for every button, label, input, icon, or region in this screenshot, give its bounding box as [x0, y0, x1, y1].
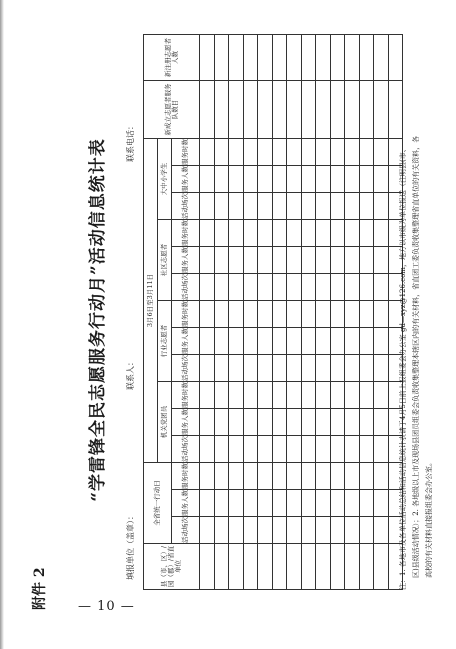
table-cell [330, 490, 345, 517]
table-cell [301, 355, 316, 382]
table-cell [301, 463, 316, 490]
table-cell [287, 274, 302, 301]
table-cell [374, 301, 389, 328]
table-row [243, 35, 258, 590]
table-cell [359, 139, 374, 166]
metric-header: 服务时数 [172, 301, 200, 328]
table-cell [243, 355, 258, 382]
table-cell [272, 409, 287, 436]
table-cell [214, 193, 229, 220]
table-cell [301, 35, 316, 81]
table-cell [316, 81, 331, 139]
table-cell [272, 463, 287, 490]
metric-header: 服务时数 [172, 382, 200, 409]
document-title: “学雷锋全民志愿服务行动月”活动信息统计表 [88, 138, 108, 502]
table-cell [330, 81, 345, 139]
table-cell [374, 328, 389, 355]
header-region: 县（市、区）/园（郡）/省直单位 [144, 544, 200, 590]
table-cell [200, 301, 215, 328]
table-cell [258, 81, 273, 139]
table-cell [229, 301, 244, 328]
table-cell [258, 544, 273, 590]
table-cell [243, 544, 258, 590]
table-cell [229, 81, 244, 139]
footnote-line: 注：1. 各地市及各单位活动总结和活动信息统计表请于4月5日前上报组委会办公室 gd—xyz@126.com，地方以市级为单位报送（注明县(市、 [399, 145, 407, 590]
table-cell [345, 81, 360, 139]
table-cell [214, 301, 229, 328]
table-cell [243, 139, 258, 166]
table-cell [359, 382, 374, 409]
metric-header: 服务时数 [172, 220, 200, 247]
table-cell [301, 490, 316, 517]
table-cell [272, 166, 287, 193]
table-cell [287, 490, 302, 517]
table-cell [345, 382, 360, 409]
table-cell [243, 409, 258, 436]
table-cell [272, 139, 287, 166]
table-cell [258, 409, 273, 436]
table-cell [345, 139, 360, 166]
table-cell [330, 274, 345, 301]
table-cell [200, 81, 215, 139]
header-new-volunteers: 新注册志愿者人数 [144, 35, 200, 81]
statistics-table [143, 34, 403, 590]
table-cell [359, 301, 374, 328]
table-cell [359, 463, 374, 490]
metric-header: 服务时数 [172, 463, 200, 490]
table-cell [316, 247, 331, 274]
table-cell [316, 301, 331, 328]
table-cell [200, 247, 215, 274]
table-cell [287, 301, 302, 328]
table-cell [243, 274, 258, 301]
table-cell [330, 301, 345, 328]
table-cell [272, 247, 287, 274]
table-cell [200, 220, 215, 247]
table-row [345, 35, 360, 590]
table-cell [243, 81, 258, 139]
table-cell [301, 247, 316, 274]
table-row [359, 35, 374, 590]
table-cell [330, 247, 345, 274]
table-cell [359, 436, 374, 463]
table-cell [243, 220, 258, 247]
table-cell [272, 436, 287, 463]
table-cell [214, 355, 229, 382]
table-cell [200, 166, 215, 193]
table-row [316, 35, 331, 590]
table-cell [200, 35, 215, 81]
table-cell [374, 490, 389, 517]
table-cell [301, 301, 316, 328]
table-cell [330, 328, 345, 355]
table-cell [374, 35, 389, 81]
table-cell [316, 463, 331, 490]
table-cell [200, 409, 215, 436]
table-row [229, 35, 244, 590]
table-cell [272, 490, 287, 517]
table-cell [200, 382, 215, 409]
metric-header: 活动场次 [172, 355, 200, 382]
table-cell [287, 193, 302, 220]
table-cell [301, 274, 316, 301]
table-cell [345, 409, 360, 436]
table-row [214, 35, 229, 590]
table-cell [214, 166, 229, 193]
metric-header: 活动场次 [172, 193, 200, 220]
table-cell [330, 166, 345, 193]
table-cell [301, 139, 316, 166]
table-cell [330, 463, 345, 490]
table-cell [359, 409, 374, 436]
table-cell [272, 274, 287, 301]
table-cell [229, 35, 244, 81]
table-row [200, 35, 215, 590]
table-cell [359, 81, 374, 139]
table-cell [374, 193, 389, 220]
table-cell [287, 436, 302, 463]
table-cell [359, 544, 374, 590]
table-cell [316, 193, 331, 220]
table-cell [345, 490, 360, 517]
table-cell [258, 355, 273, 382]
table-cell [214, 220, 229, 247]
table-cell [229, 328, 244, 355]
metric-header: 服务人数 [172, 247, 200, 274]
table-cell [272, 544, 287, 590]
table-cell [345, 301, 360, 328]
table-cell [243, 382, 258, 409]
table-cell [272, 301, 287, 328]
table-cell [359, 517, 374, 544]
table-cell [258, 517, 273, 544]
metric-header: 服务时数 [172, 139, 200, 166]
metric-header: 服务人数 [172, 490, 200, 517]
table-cell [229, 274, 244, 301]
metric-header: 活动场次 [172, 436, 200, 463]
table-cell [374, 81, 389, 139]
table-cell [345, 355, 360, 382]
footnote-line: 高校的有关材料直接报组委会办公室。 [425, 459, 433, 578]
table-cell [359, 490, 374, 517]
table-cell [229, 409, 244, 436]
table-cell [258, 328, 273, 355]
table-cell [316, 220, 331, 247]
table-cell [374, 247, 389, 274]
table-cell [345, 247, 360, 274]
table-cell [374, 409, 389, 436]
table-cell [330, 382, 345, 409]
table-cell [330, 220, 345, 247]
table-cell [374, 517, 389, 544]
reporting-unit-label: 填报单位（盖章）： [126, 512, 135, 580]
table-cell [214, 517, 229, 544]
table-cell [345, 517, 360, 544]
table-cell [258, 247, 273, 274]
table-cell [374, 355, 389, 382]
table-cell [214, 544, 229, 590]
table-cell [229, 247, 244, 274]
metric-header: 活动场次 [172, 517, 200, 544]
table-cell [301, 409, 316, 436]
annex-label: 附件 2 [32, 567, 48, 610]
table-cell [287, 220, 302, 247]
table-cell [287, 463, 302, 490]
table-cell [200, 517, 215, 544]
table-cell [330, 193, 345, 220]
table-cell [359, 220, 374, 247]
table-cell [258, 436, 273, 463]
table-cell [316, 490, 331, 517]
table-cell [359, 35, 374, 81]
table-cell [345, 544, 360, 590]
table-cell [330, 139, 345, 166]
table-row [301, 35, 316, 590]
table-cell [258, 193, 273, 220]
table-cell [258, 301, 273, 328]
table-cell [301, 328, 316, 355]
table-cell [243, 490, 258, 517]
table-cell [272, 517, 287, 544]
table-cell [359, 193, 374, 220]
table-cell [272, 382, 287, 409]
table-cell [374, 382, 389, 409]
table-cell [316, 517, 331, 544]
table-cell [287, 139, 302, 166]
table-cell [243, 517, 258, 544]
table-cell [287, 166, 302, 193]
table-cell [243, 193, 258, 220]
table-cell [374, 220, 389, 247]
table-cell [287, 517, 302, 544]
table-row [287, 35, 302, 590]
table-cell [229, 490, 244, 517]
table-cell [200, 544, 215, 590]
table-cell [200, 139, 215, 166]
table-cell [258, 139, 273, 166]
table-cell [287, 35, 302, 81]
metric-header: 服务人数 [172, 166, 200, 193]
table-cell [243, 463, 258, 490]
table-cell [258, 220, 273, 247]
table-cell [272, 355, 287, 382]
table-cell [287, 328, 302, 355]
rotated-document [25, 20, 435, 620]
table-cell [316, 409, 331, 436]
table-row [258, 35, 273, 590]
table-row [272, 35, 287, 590]
table-cell [316, 139, 331, 166]
table-cell [345, 193, 360, 220]
table-cell [359, 355, 374, 382]
table-cell [374, 436, 389, 463]
table-cell [214, 490, 229, 517]
table-cell [214, 247, 229, 274]
table-cell [258, 490, 273, 517]
table-cell [272, 328, 287, 355]
table-cell [301, 382, 316, 409]
header-new-teams: 新成立志愿者服务队数目 [144, 81, 200, 139]
table-cell [200, 355, 215, 382]
table-cell [374, 166, 389, 193]
table-cell [316, 544, 331, 590]
page-edge-shadow [0, 0, 4, 649]
table-cell [243, 301, 258, 328]
table-cell [272, 193, 287, 220]
table-cell [200, 463, 215, 490]
table-cell [229, 139, 244, 166]
table-cell [214, 35, 229, 81]
table-cell [359, 166, 374, 193]
table-cell [345, 274, 360, 301]
metric-header: 服务人数 [172, 328, 200, 355]
table-cell [345, 220, 360, 247]
table-cell [316, 328, 331, 355]
table-cell [272, 81, 287, 139]
table-cell [359, 328, 374, 355]
header-march-period: 3月6日至3月11日 [144, 139, 158, 463]
table-row [374, 35, 389, 590]
table-cell [301, 436, 316, 463]
header-party-members: 机关党团员 [158, 382, 172, 463]
table-cell [229, 355, 244, 382]
metric-header: 服务人数 [172, 409, 200, 436]
table-cell [243, 247, 258, 274]
contact-phone-label: 联系电话： [126, 122, 135, 162]
table-cell [214, 81, 229, 139]
header-unified-day: 全省统一行动日 [144, 463, 172, 544]
table-cell [345, 436, 360, 463]
metric-header: 活动场次 [172, 274, 200, 301]
table-cell [272, 35, 287, 81]
header-students: 大中小学生 [158, 139, 172, 220]
table-cell [243, 35, 258, 81]
table-cell [214, 274, 229, 301]
table-cell [359, 247, 374, 274]
table-cell [258, 463, 273, 490]
table-cell [200, 436, 215, 463]
table-cell [330, 517, 345, 544]
table-cell [301, 220, 316, 247]
table-cell [301, 166, 316, 193]
table-cell [301, 81, 316, 139]
table-cell [374, 544, 389, 590]
table-cell [301, 517, 316, 544]
table-cell [316, 436, 331, 463]
table-cell [214, 139, 229, 166]
table-cell [287, 81, 302, 139]
table-cell [316, 166, 331, 193]
table-cell [330, 35, 345, 81]
table-cell [229, 382, 244, 409]
table-cell [316, 274, 331, 301]
table-cell [287, 382, 302, 409]
table-cell [214, 328, 229, 355]
table-cell [214, 463, 229, 490]
table-cell [243, 328, 258, 355]
table-cell [214, 382, 229, 409]
footnote [397, 35, 436, 590]
table-cell [359, 274, 374, 301]
table-cell [258, 274, 273, 301]
table-cell [200, 193, 215, 220]
table-cell [258, 35, 273, 81]
table-cell [345, 328, 360, 355]
table-cell [330, 355, 345, 382]
table-cell [330, 409, 345, 436]
table-cell [229, 166, 244, 193]
header-industry-volunteers: 行业志愿者 [158, 301, 172, 382]
table-cell [243, 166, 258, 193]
footnote-line: 区)县级活动情况）；2. 各地级以上市及现场县团员组委会负责收集整理本辖区内的有关材料，省直团工委负责收集整理省直单位的有关资料，各 [412, 135, 420, 578]
table-cell [229, 544, 244, 590]
table-cell [229, 463, 244, 490]
table-cell [374, 463, 389, 490]
table-cell [345, 463, 360, 490]
table-cell [272, 220, 287, 247]
table-cell [258, 166, 273, 193]
table-cell [200, 490, 215, 517]
table-cell [301, 193, 316, 220]
table-cell [258, 382, 273, 409]
table-cell [200, 328, 215, 355]
table-cell [243, 436, 258, 463]
table-cell [345, 35, 360, 81]
table-cell [374, 139, 389, 166]
table-cell [316, 382, 331, 409]
table-cell [214, 409, 229, 436]
table-cell [229, 193, 244, 220]
page-number: — 10 — [78, 599, 135, 614]
contact-person-label: 联系人： [126, 358, 135, 390]
table-cell [200, 274, 215, 301]
table-row [330, 35, 345, 590]
table-cell [229, 517, 244, 544]
table-cell [287, 544, 302, 590]
table-cell [287, 355, 302, 382]
table-cell [287, 247, 302, 274]
table-cell [345, 166, 360, 193]
table-cell [301, 544, 316, 590]
table-cell [287, 409, 302, 436]
table-cell [229, 220, 244, 247]
header-community-volunteers: 社区志愿者 [158, 220, 172, 301]
table-cell [229, 436, 244, 463]
table-cell [316, 35, 331, 81]
table-cell [330, 544, 345, 590]
table-cell [316, 355, 331, 382]
table-cell [330, 436, 345, 463]
table-cell [374, 274, 389, 301]
table-cell [214, 436, 229, 463]
